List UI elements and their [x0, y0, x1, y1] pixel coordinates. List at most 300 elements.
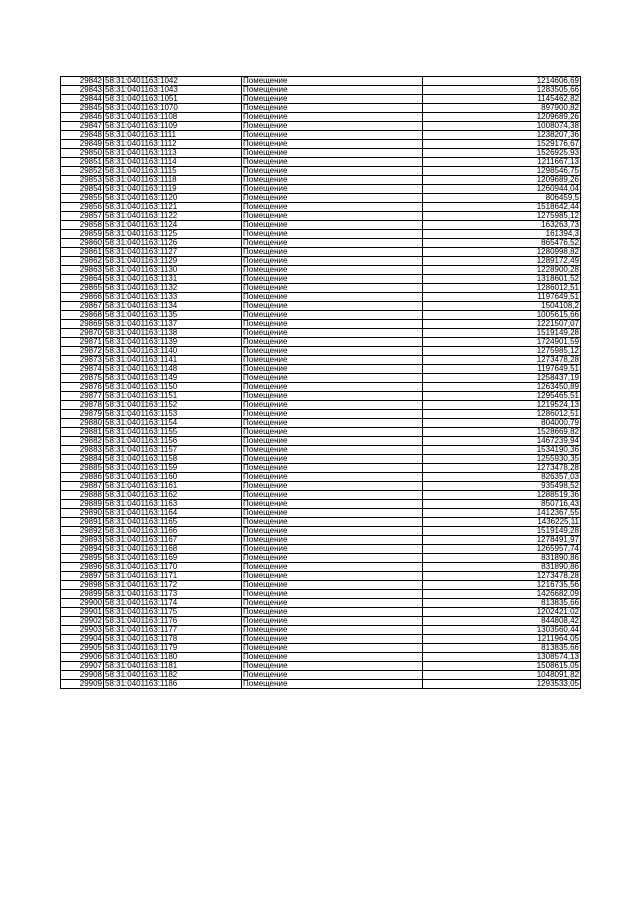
cadastral-number: 58:31:0401163:1148 — [104, 365, 242, 374]
cadastral-number: 58:31:0401163:1169 — [104, 554, 242, 563]
cadastral-value: 1280998,82 — [423, 248, 581, 257]
table-row — [61, 320, 581, 329]
object-type: Помещение — [242, 464, 423, 473]
row-number: 29900 — [61, 599, 104, 608]
table-row — [61, 239, 581, 248]
cadastral-value: 1504108,2 — [423, 302, 581, 311]
object-type: Помещение — [242, 626, 423, 635]
table-row — [61, 536, 581, 545]
cadastral-value: 1211667,13 — [423, 158, 581, 167]
cadastral-number: 58:31:0401163:1051 — [104, 95, 242, 104]
table-row — [61, 293, 581, 302]
cadastral-number: 58:31:0401163:1130 — [104, 266, 242, 275]
table-row — [61, 86, 581, 95]
object-type: Помещение — [242, 509, 423, 518]
cadastral-number: 58:31:0401163:1109 — [104, 122, 242, 131]
cadastral-number: 58:31:0401163:1129 — [104, 257, 242, 266]
object-type: Помещение — [242, 365, 423, 374]
row-number: 29877 — [61, 392, 104, 401]
object-type: Помещение — [242, 617, 423, 626]
cadastral-value: 1273478,28 — [423, 464, 581, 473]
cadastral-value: 1211964,05 — [423, 635, 581, 644]
object-type: Помещение — [242, 446, 423, 455]
cadastral-number: 58:31:0401163:1115 — [104, 167, 242, 176]
row-number: 29845 — [61, 104, 104, 113]
cadastral-value: 1528669,82 — [423, 428, 581, 437]
row-number: 29863 — [61, 266, 104, 275]
cadastral-number: 58:31:0401163:1168 — [104, 545, 242, 554]
cadastral-number: 58:31:0401163:1166 — [104, 527, 242, 536]
row-number: 29878 — [61, 401, 104, 410]
cadastral-number: 58:31:0401163:1113 — [104, 149, 242, 158]
row-number: 29847 — [61, 122, 104, 131]
cadastral-number: 58:31:0401163:1151 — [104, 392, 242, 401]
table-row — [61, 374, 581, 383]
cadastral-number: 58:31:0401163:1177 — [104, 626, 242, 635]
object-type: Помещение — [242, 500, 423, 509]
row-number: 29893 — [61, 536, 104, 545]
cadastral-value: 1426682,09 — [423, 590, 581, 599]
object-type: Помещение — [242, 176, 423, 185]
row-number: 29898 — [61, 581, 104, 590]
cadastral-number: 58:31:0401163:1111 — [104, 131, 242, 140]
table-row — [61, 203, 581, 212]
object-type: Помещение — [242, 572, 423, 581]
table-row — [61, 347, 581, 356]
cadastral-number: 58:31:0401163:1133 — [104, 293, 242, 302]
cadastral-value: 1529176,67 — [423, 140, 581, 149]
table-row — [61, 671, 581, 680]
cadastral-value: 850716,43 — [423, 500, 581, 509]
object-type: Помещение — [242, 248, 423, 257]
table-row — [61, 680, 581, 689]
table-row — [61, 122, 581, 131]
table-body — [61, 77, 581, 689]
cadastral-value: 1518642,44 — [423, 203, 581, 212]
cadastral-value: 1209689,26 — [423, 113, 581, 122]
cadastral-number: 58:31:0401163:1043 — [104, 86, 242, 95]
cadastral-number: 58:31:0401163:1160 — [104, 473, 242, 482]
object-type: Помещение — [242, 140, 423, 149]
cadastral-value: 865476,52 — [423, 239, 581, 248]
cadastral-value: 1273478,28 — [423, 572, 581, 581]
row-number: 29887 — [61, 482, 104, 491]
row-number: 29864 — [61, 275, 104, 284]
table-row — [61, 473, 581, 482]
table-row — [61, 158, 581, 167]
object-type: Помещение — [242, 131, 423, 140]
object-type: Помещение — [242, 86, 423, 95]
row-number: 29895 — [61, 554, 104, 563]
cadastral-value: 1275985,12 — [423, 212, 581, 221]
cadastral-number: 58:31:0401163:1165 — [104, 518, 242, 527]
cadastral-number: 58:31:0401163:1042 — [104, 77, 242, 86]
table-row — [61, 104, 581, 113]
row-number: 29865 — [61, 284, 104, 293]
cadastral-number: 58:31:0401163:1114 — [104, 158, 242, 167]
cadastral-value: 1209689,26 — [423, 176, 581, 185]
row-number: 29889 — [61, 500, 104, 509]
object-type: Помещение — [242, 590, 423, 599]
cadastral-value: 161394,3 — [423, 230, 581, 239]
row-number: 29905 — [61, 644, 104, 653]
row-number: 29868 — [61, 311, 104, 320]
table-row — [61, 392, 581, 401]
cadastral-number: 58:31:0401163:1180 — [104, 653, 242, 662]
object-type: Помещение — [242, 680, 423, 689]
object-type: Помещение — [242, 545, 423, 554]
row-number: 29875 — [61, 374, 104, 383]
cadastral-number: 58:31:0401163:1161 — [104, 482, 242, 491]
table-row — [61, 662, 581, 671]
object-type: Помещение — [242, 374, 423, 383]
cadastral-value: 1216735,56 — [423, 581, 581, 590]
object-type: Помещение — [242, 635, 423, 644]
cadastral-number: 58:31:0401163:1126 — [104, 239, 242, 248]
row-number: 29894 — [61, 545, 104, 554]
cadastral-value: 1288519,36 — [423, 491, 581, 500]
cadastral-value: 1048091,82 — [423, 671, 581, 680]
table-row — [61, 230, 581, 239]
row-number: 29869 — [61, 320, 104, 329]
cadastral-value: 1286012,51 — [423, 284, 581, 293]
cadastral-value: 1519149,28 — [423, 527, 581, 536]
row-number: 29885 — [61, 464, 104, 473]
cadastral-number: 58:31:0401163:1179 — [104, 644, 242, 653]
table-row — [61, 455, 581, 464]
table-row — [61, 446, 581, 455]
object-type: Помещение — [242, 599, 423, 608]
table-row — [61, 176, 581, 185]
cadastral-number: 58:31:0401163:1121 — [104, 203, 242, 212]
table-row — [61, 149, 581, 158]
row-number: 29859 — [61, 230, 104, 239]
object-type: Помещение — [242, 203, 423, 212]
table-row — [61, 500, 581, 509]
cadastral-number: 58:31:0401163:1125 — [104, 230, 242, 239]
cadastral-number: 58:31:0401163:1120 — [104, 194, 242, 203]
object-type: Помещение — [242, 194, 423, 203]
object-type: Помещение — [242, 428, 423, 437]
row-number: 29880 — [61, 419, 104, 428]
table-row — [61, 590, 581, 599]
row-number: 29843 — [61, 86, 104, 95]
table-row — [61, 221, 581, 230]
object-type: Помещение — [242, 320, 423, 329]
table-row — [61, 518, 581, 527]
row-number: 29867 — [61, 302, 104, 311]
table-row — [61, 554, 581, 563]
row-number: 29848 — [61, 131, 104, 140]
cadastral-value: 1202421,02 — [423, 608, 581, 617]
table-row — [61, 194, 581, 203]
row-number: 29862 — [61, 257, 104, 266]
cadastral-number: 58:31:0401163:1159 — [104, 464, 242, 473]
table-row — [61, 581, 581, 590]
row-number: 29861 — [61, 248, 104, 257]
cadastral-value: 813835,66 — [423, 644, 581, 653]
table-row — [61, 356, 581, 365]
table-row — [61, 167, 581, 176]
row-number: 29853 — [61, 176, 104, 185]
object-type: Помещение — [242, 518, 423, 527]
row-number: 29856 — [61, 203, 104, 212]
row-number: 29899 — [61, 590, 104, 599]
row-number: 29866 — [61, 293, 104, 302]
cadastral-number: 58:31:0401163:1178 — [104, 635, 242, 644]
object-type: Помещение — [242, 185, 423, 194]
object-type: Помещение — [242, 491, 423, 500]
cadastral-value: 1260944,04 — [423, 185, 581, 194]
row-number: 29842 — [61, 77, 104, 86]
object-type: Помещение — [242, 257, 423, 266]
cadastral-number: 58:31:0401163:1138 — [104, 329, 242, 338]
cadastral-number: 58:31:0401163:1163 — [104, 500, 242, 509]
cadastral-value: 1255930,35 — [423, 455, 581, 464]
row-number: 29904 — [61, 635, 104, 644]
object-type: Помещение — [242, 149, 423, 158]
table-row — [61, 113, 581, 122]
cadastral-number: 58:31:0401163:1157 — [104, 446, 242, 455]
table-row — [61, 77, 581, 86]
cadastral-number: 58:31:0401163:1164 — [104, 509, 242, 518]
object-type: Помещение — [242, 167, 423, 176]
table-row — [61, 410, 581, 419]
object-type: Помещение — [242, 410, 423, 419]
object-type: Помещение — [242, 293, 423, 302]
row-number: 29901 — [61, 608, 104, 617]
table-row — [61, 626, 581, 635]
object-type: Помещение — [242, 221, 423, 230]
object-type: Помещение — [242, 536, 423, 545]
cadastral-value: 844808,42 — [423, 617, 581, 626]
object-type: Помещение — [242, 239, 423, 248]
object-type: Помещение — [242, 554, 423, 563]
row-number: 29897 — [61, 572, 104, 581]
object-type: Помещение — [242, 383, 423, 392]
object-type: Помещение — [242, 419, 423, 428]
cadastral-number: 58:31:0401163:1176 — [104, 617, 242, 626]
row-number: 29879 — [61, 410, 104, 419]
cadastral-value: 1467239,94 — [423, 437, 581, 446]
row-number: 29850 — [61, 149, 104, 158]
row-number: 29891 — [61, 518, 104, 527]
cadastral-value: 1724901,59 — [423, 338, 581, 347]
cadastral-number: 58:31:0401163:1154 — [104, 419, 242, 428]
cadastral-number: 58:31:0401163:1156 — [104, 437, 242, 446]
object-type: Помещение — [242, 356, 423, 365]
cadastral-number: 58:31:0401163:1162 — [104, 491, 242, 500]
table-row — [61, 635, 581, 644]
cadastral-value: 1534190,36 — [423, 446, 581, 455]
cadastral-value: 806459,5 — [423, 194, 581, 203]
row-number: 29871 — [61, 338, 104, 347]
object-type: Помещение — [242, 104, 423, 113]
object-type: Помещение — [242, 212, 423, 221]
table-row — [61, 95, 581, 104]
object-type: Помещение — [242, 671, 423, 680]
cadastral-number: 58:31:0401163:1131 — [104, 275, 242, 284]
cadastral-number: 58:31:0401163:1139 — [104, 338, 242, 347]
cadastral-number: 58:31:0401163:1150 — [104, 383, 242, 392]
row-number: 29854 — [61, 185, 104, 194]
cadastral-number: 58:31:0401163:1149 — [104, 374, 242, 383]
cadastral-value: 1436225,11 — [423, 518, 581, 527]
row-number: 29857 — [61, 212, 104, 221]
table-row — [61, 437, 581, 446]
table-row — [61, 248, 581, 257]
row-number: 29874 — [61, 365, 104, 374]
cadastral-value: 831890,86 — [423, 554, 581, 563]
object-type: Помещение — [242, 662, 423, 671]
cadastral-value: 1289172,49 — [423, 257, 581, 266]
cadastral-value: 935498,52 — [423, 482, 581, 491]
cadastral-number: 58:31:0401163:1112 — [104, 140, 242, 149]
table-row — [61, 491, 581, 500]
cadastral-value: 1318601,52 — [423, 275, 581, 284]
cadastral-number: 58:31:0401163:1137 — [104, 320, 242, 329]
object-type: Помещение — [242, 275, 423, 284]
row-number: 29892 — [61, 527, 104, 536]
object-type: Помещение — [242, 473, 423, 482]
cadastral-number: 58:31:0401163:1172 — [104, 581, 242, 590]
cadastral-value: 1197649,51 — [423, 365, 581, 374]
cadastral-value: 1283505,66 — [423, 86, 581, 95]
object-type: Помещение — [242, 302, 423, 311]
table-row — [61, 527, 581, 536]
object-type: Помещение — [242, 563, 423, 572]
cadastral-value: 1221507,07 — [423, 320, 581, 329]
cadastral-value: 813835,66 — [423, 599, 581, 608]
cadastral-number: 58:31:0401163:1171 — [104, 572, 242, 581]
cadastral-value: 1526925,93 — [423, 149, 581, 158]
row-number: 29872 — [61, 347, 104, 356]
object-type: Помещение — [242, 653, 423, 662]
row-number: 29908 — [61, 671, 104, 680]
cadastral-number: 58:31:0401163:1181 — [104, 662, 242, 671]
cadastral-number: 58:31:0401163:1182 — [104, 671, 242, 680]
table-row — [61, 644, 581, 653]
row-number: 29870 — [61, 329, 104, 338]
cadastral-number: 58:31:0401163:1118 — [104, 176, 242, 185]
object-type: Помещение — [242, 455, 423, 464]
object-type: Помещение — [242, 122, 423, 131]
object-type: Помещение — [242, 527, 423, 536]
row-number: 29844 — [61, 95, 104, 104]
table-row — [61, 383, 581, 392]
cadastral-value: 1145462,82 — [423, 95, 581, 104]
object-type: Помещение — [242, 311, 423, 320]
object-type: Помещение — [242, 392, 423, 401]
row-number: 29882 — [61, 437, 104, 446]
cadastral-value: 1293533,05 — [423, 680, 581, 689]
table-row — [61, 185, 581, 194]
object-type: Помещение — [242, 437, 423, 446]
cadastral-value: 1278491,97 — [423, 536, 581, 545]
cadastral-number: 58:31:0401163:1170 — [104, 563, 242, 572]
cadastral-value: 804000,79 — [423, 419, 581, 428]
cadastral-value: 1286012,51 — [423, 410, 581, 419]
cadastral-value: 826357,03 — [423, 473, 581, 482]
cadastral-number: 58:31:0401163:1153 — [104, 410, 242, 419]
cadastral-number: 58:31:0401163:1140 — [104, 347, 242, 356]
row-number: 29855 — [61, 194, 104, 203]
row-number: 29903 — [61, 626, 104, 635]
row-number: 29849 — [61, 140, 104, 149]
cadastral-value: 1519149,28 — [423, 329, 581, 338]
table-row — [61, 212, 581, 221]
row-number: 29873 — [61, 356, 104, 365]
table-row — [61, 572, 581, 581]
cadastral-number: 58:31:0401163:1167 — [104, 536, 242, 545]
cadastral-number: 58:31:0401163:1135 — [104, 311, 242, 320]
object-type: Помещение — [242, 284, 423, 293]
table-row — [61, 428, 581, 437]
row-number: 29846 — [61, 113, 104, 122]
object-type: Помещение — [242, 266, 423, 275]
cadastral-table — [60, 76, 581, 689]
cadastral-value: 897900,82 — [423, 104, 581, 113]
object-type: Помещение — [242, 401, 423, 410]
object-type: Помещение — [242, 608, 423, 617]
cadastral-number: 58:31:0401163:1186 — [104, 680, 242, 689]
table-row — [61, 464, 581, 473]
table-row — [61, 509, 581, 518]
row-number: 29902 — [61, 617, 104, 626]
object-type: Помещение — [242, 581, 423, 590]
table-row — [61, 302, 581, 311]
table-row — [61, 266, 581, 275]
table-row — [61, 608, 581, 617]
object-type: Помещение — [242, 338, 423, 347]
cadastral-value: 1508615,05 — [423, 662, 581, 671]
table-row — [61, 140, 581, 149]
object-type: Помещение — [242, 329, 423, 338]
row-number: 29906 — [61, 653, 104, 662]
table-row — [61, 482, 581, 491]
object-type: Помещение — [242, 158, 423, 167]
cadastral-value: 1008074,38 — [423, 122, 581, 131]
table-row — [61, 599, 581, 608]
row-number: 29881 — [61, 428, 104, 437]
table-row — [61, 617, 581, 626]
cadastral-value: 1197649,51 — [423, 293, 581, 302]
cadastral-value: 1298546,75 — [423, 167, 581, 176]
object-type: Помещение — [242, 482, 423, 491]
row-number: 29888 — [61, 491, 104, 500]
cadastral-number: 58:31:0401163:1155 — [104, 428, 242, 437]
cadastral-value: 1238207,36 — [423, 131, 581, 140]
cadastral-number: 58:31:0401163:1152 — [104, 401, 242, 410]
row-number: 29860 — [61, 239, 104, 248]
cadastral-number: 58:31:0401163:1173 — [104, 590, 242, 599]
cadastral-number: 58:31:0401163:1132 — [104, 284, 242, 293]
table-row — [61, 275, 581, 284]
row-number: 29896 — [61, 563, 104, 572]
cadastral-number: 58:31:0401163:1158 — [104, 455, 242, 464]
table-row — [61, 419, 581, 428]
cadastral-number: 58:31:0401163:1108 — [104, 113, 242, 122]
object-type: Помещение — [242, 644, 423, 653]
cadastral-value: 1275985,12 — [423, 347, 581, 356]
cadastral-value: 163263,73 — [423, 221, 581, 230]
object-type: Помещение — [242, 113, 423, 122]
object-type: Помещение — [242, 347, 423, 356]
cadastral-number: 58:31:0401163:1174 — [104, 599, 242, 608]
row-number: 29858 — [61, 221, 104, 230]
cadastral-value: 1263450,89 — [423, 383, 581, 392]
row-number: 29851 — [61, 158, 104, 167]
